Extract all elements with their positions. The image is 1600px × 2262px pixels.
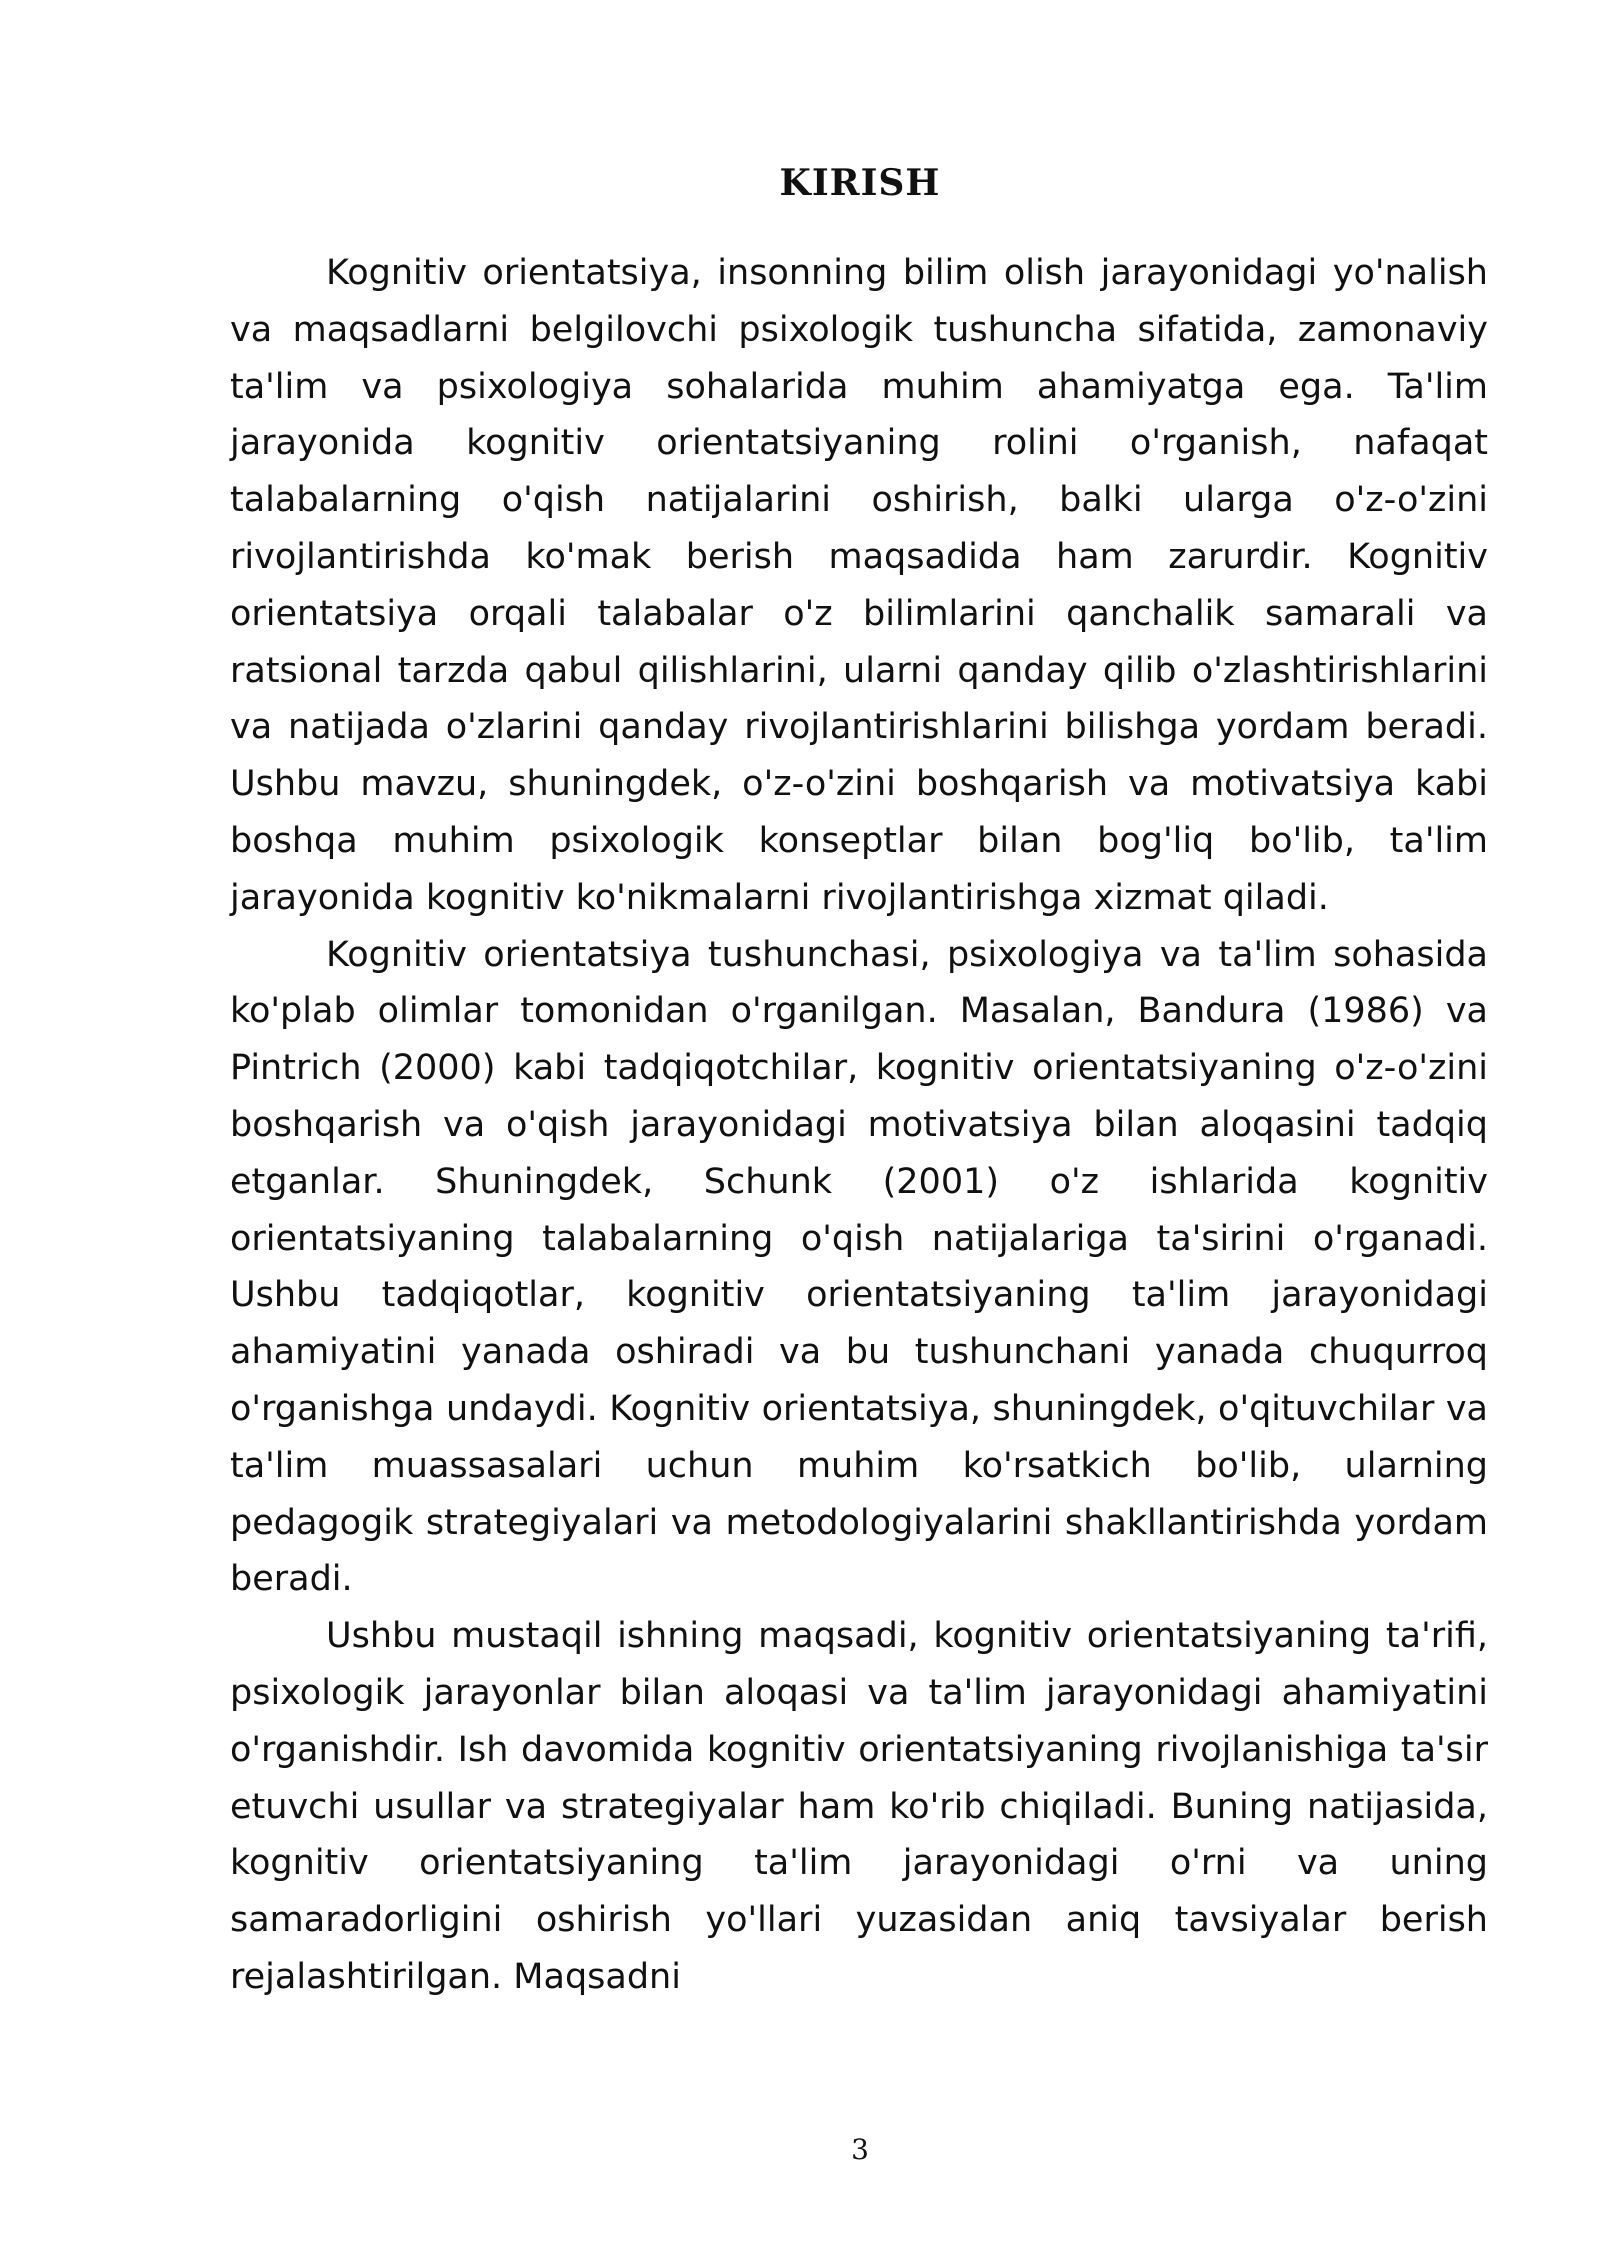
paragraph: Kognitiv orientatsiya tushunchasi, psixologiya va ta'lim sohasida ko'plab olimlar tomonidan o'rganilgan. Masalan, Bandura (1986) va Pintrich (2000) kabi tadqiqotchilar, kognitiv orientatsiyaning o'z-o'zini boshqarish va o'qish jarayonidagi motivatsiya bilan aloqasini tadqiq etganlar. Shuningdek, Schunk (2001) o'z ishlarida kognitiv orientatsiyaning talabalarning o'qish natijalariga ta'sirini o'rganadi. Ushbu tadqiqotlar, kognitiv orientatsiyaning ta'lim jarayonidagi ahamiyatini yanada oshiradi va bu tushunchani yanada chuqurroq o'rganishga undaydi. Kognitiv orientatsiya, shuningdek, o'qituvchilar va ta'lim muassasalari uchun muhim ko'rsatkich bo'lib, ularning pedagogik strategiyalari va metodologiyalarini shakllantirishda yordam beradi. bbox=[230, 934, 1488, 1600]
page-number: 3 bbox=[851, 2133, 869, 2166]
paragraph: Kognitiv orientatsiya, insonning bilim olish jarayonidagi yo'nalish va maqsadlarni belgilovchi psixologik tushuncha sifatida, zamonaviy ta'lim va psixologiya sohalarida muhim ahamiyatga ega. Ta'lim jarayonida kognitiv orientatsiyaning rolini o'rganish, nafaqat talabalarning o'qish natijalarini oshirish, balki ularga o'z-o'zini rivojlantirishda ko'mak berish maqsadida ham zarurdir. Kognitiv orientatsiya orqali talabalar o'z bilimlarini qanchalik samarali va ratsional tarzda qabul qilishlarini, ularni qanday qilib o'zlashtirishlarini va natijada o'zlarini qanday rivojlantirishlarini bilishga yordam beradi. Ushbu mavzu, shuningdek, o'z-o'zini boshqarish va motivatsiya kabi boshqa muhim psixologik konseptlar bilan bog'liq bo'lib, ta'lim jarayonida kognitiv ko'nikmalarni rivojlantirishga xizmat qiladi. bbox=[230, 253, 1488, 918]
body-text bbox=[230, 245, 1488, 2006]
paragraph: Ushbu mustaqil ishning maqsadi, kognitiv orientatsiyaning ta'rifi, psixologik jarayonlar bilan aloqasi va ta'lim jarayonidagi ahamiyatini o'rganishdir. Ish davomida kognitiv orientatsiyaning rivojlanishiga ta'sir etuvchi usullar va strategiyalar ham ko'rib chiqiladi. Buning natijasida, kognitiv orientatsiyaning ta'lim jarayonidagi o'rni va uning samaradorligini oshirish yo'llari yuzasidan aniq tavsiyalar berish rejalashtirilgan. Maqsadni bbox=[230, 1616, 1488, 1997]
section-heading: KIRISH bbox=[779, 162, 941, 204]
